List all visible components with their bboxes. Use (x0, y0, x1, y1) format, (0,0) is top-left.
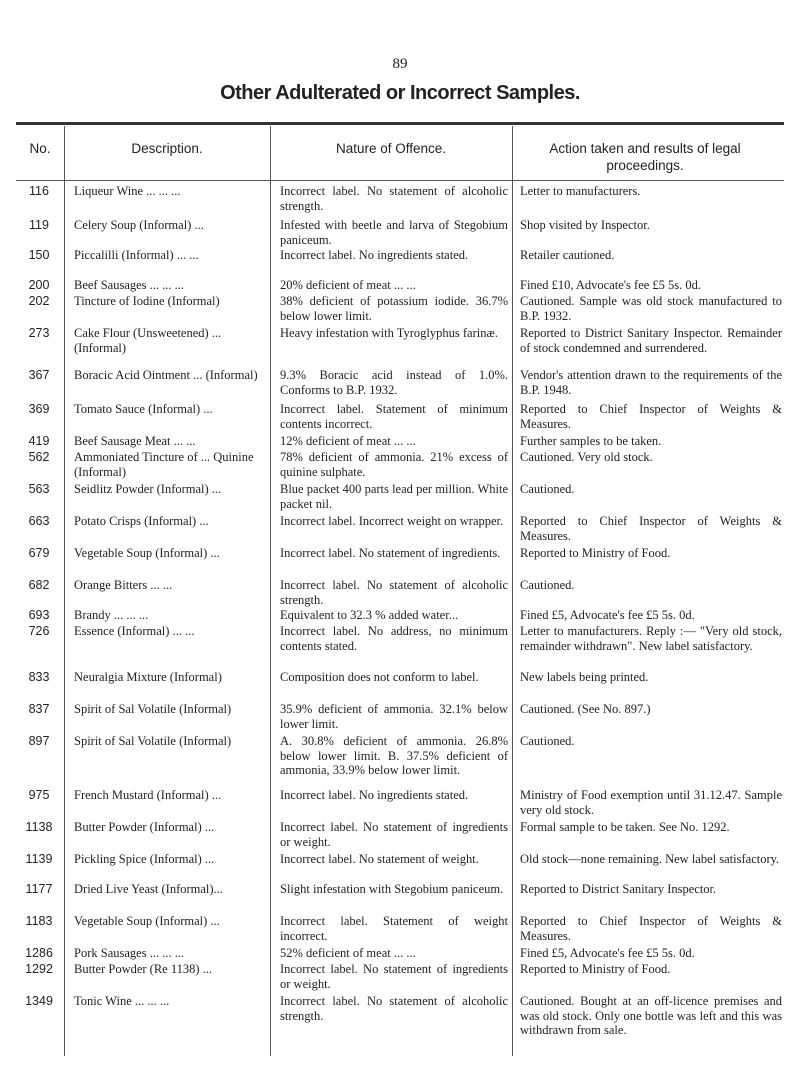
header-description: Description. (131, 141, 203, 156)
page-title: Other Adulterated or Incorrect Samples. (220, 82, 580, 104)
row-action: Fined £5, Advocate's fee £5 5s. 0d. (520, 608, 695, 622)
row-action: Reported to District Sanitary Inspector. (520, 882, 717, 896)
header-no: No. (29, 141, 51, 156)
row-number: 693 (28, 608, 50, 622)
column-divider-1 (64, 126, 65, 1056)
row-number: 975 (28, 788, 50, 802)
row-offence: Incorrect label. No statement of ingredients or weight. (280, 820, 508, 849)
row-action: Letter to manufacturers. (520, 184, 641, 198)
row-description: Butter Powder (Re 1138) ... (74, 962, 213, 976)
row-offence: Incorrect label. No statement of weight. (280, 852, 479, 866)
row-action: Cautioned. Bought at an off-licence premises and was old stock. Only one bottle was left and this was withdrawn from sale. (520, 994, 782, 1038)
row-description: French Mustard (Informal) ... (74, 788, 222, 802)
row-description: Neuralgia Mixture (Informal) (74, 670, 222, 684)
row-number: 1177 (25, 882, 53, 896)
row-number: 1183 (25, 914, 53, 928)
row-offence: 12% deficient of meat ... ... (280, 434, 416, 448)
row-action: Cautioned. Sample was old stock manufactured to B.P. 1932. (520, 294, 782, 323)
row-description: Pickling Spice (Informal) ... (74, 852, 215, 866)
row-action: Vendor's attention drawn to the requirements of the B.P. 1948. (520, 368, 782, 397)
row-offence: Incorrect label. No statement of alcoholic strength. (280, 994, 508, 1023)
row-description: Tincture of Iodine (Informal) (74, 294, 220, 308)
row-offence: 35.9% deficient of ammonia. 32.1% below lower limit. (280, 702, 508, 731)
row-action: Reported to Chief Inspector of Weights & Measures. (520, 514, 782, 543)
page-number: 89 (392, 56, 408, 72)
row-description: Ammoniated Tincture of ... Quinine (Informal) (74, 450, 254, 479)
row-number: 200 (28, 278, 50, 292)
row-number: 679 (28, 546, 50, 560)
row-action: Cautioned. (520, 482, 575, 496)
row-offence: Incorrect label. Statement of minimum contents incorrect. (280, 402, 508, 431)
row-number: 563 (28, 482, 50, 496)
row-offence: Blue packet 400 parts lead per million. White packet nil. (280, 482, 508, 511)
row-offence: 9.3% Boracic acid instead of 1.0%. Conforms to B.P. 1932. (280, 368, 508, 397)
header-rule (16, 180, 784, 181)
header-action: Action taken and results of legal proceedings. (549, 141, 741, 173)
row-offence: Incorrect label. No ingredients stated. (280, 788, 469, 802)
row-number: 419 (28, 434, 50, 448)
row-description: Vegetable Soup (Informal) ... (74, 546, 220, 560)
row-action: Cautioned. (See No. 897.) (520, 702, 651, 716)
row-offence: 52% deficient of meat ... ... (280, 946, 416, 960)
row-number: 150 (28, 248, 50, 262)
row-description: Essence (Informal) ... ... (74, 624, 195, 638)
row-action: New labels being printed. (520, 670, 649, 684)
row-description: Spirit of Sal Volatile (Informal) (74, 734, 232, 748)
row-offence: Equivalent to 32.3 % added water... (280, 608, 459, 622)
row-number: 897 (28, 734, 50, 748)
row-action: Fined £10, Advocate's fee £5 5s. 0d. (520, 278, 702, 292)
row-action: Reported to Ministry of Food. (520, 962, 671, 976)
row-number: 682 (28, 578, 50, 592)
row-number: 833 (28, 670, 50, 684)
row-action: Cautioned. (520, 734, 575, 748)
row-description: Orange Bitters ... ... (74, 578, 173, 592)
row-action: Reported to Ministry of Food. (520, 546, 671, 560)
row-offence: Incorrect label. No statement of alcoholic strength. (280, 184, 508, 213)
row-action: Further samples to be taken. (520, 434, 662, 448)
row-description: Pork Sausages ... ... ... (74, 946, 185, 960)
row-number: 119 (29, 218, 49, 232)
row-offence: Incorrect label. No address, no minimum contents stated. (280, 624, 508, 653)
column-divider-2 (270, 126, 271, 1056)
row-offence: 38% deficient of potassium iodide. 36.7% below lower limit. (280, 294, 508, 323)
row-action: Cautioned. Very old stock. (520, 450, 653, 464)
top-rule (16, 122, 784, 125)
row-description: Tonic Wine ... ... ... (74, 994, 170, 1008)
row-description: Potato Crisps (Informal) ... (74, 514, 209, 528)
row-offence: Incorrect label. No ingredients stated. (280, 248, 469, 262)
row-action: Old stock—none remaining. New label satisfactory. (520, 852, 780, 866)
row-description: Brandy ... ... ... (74, 608, 149, 622)
row-number: 369 (28, 402, 50, 416)
row-description: Vegetable Soup (Informal) ... (74, 914, 220, 928)
row-description: Piccalilli (Informal) ... ... (74, 248, 199, 262)
row-number: 1292 (25, 962, 53, 976)
header-offence: Nature of Offence. (335, 141, 447, 156)
row-action: Cautioned. (520, 578, 575, 592)
row-number: 837 (28, 702, 50, 716)
row-description: Celery Soup (Informal) ... (74, 218, 204, 232)
row-number: 1138 (25, 820, 53, 834)
row-action: Reported to Chief Inspector of Weights & Measures. (520, 402, 782, 431)
row-number: 1349 (25, 994, 53, 1008)
row-offence: Infested with beetle and larva of Stegobium paniceum. (280, 218, 508, 247)
row-number: 1286 (25, 946, 53, 960)
row-action: Reported to Chief Inspector of Weights & Measures. (520, 914, 782, 943)
row-number: 726 (28, 624, 50, 638)
row-description: Tomato Sauce (Informal) ... (74, 402, 213, 416)
row-description: Seidlitz Powder (Informal) ... (74, 482, 222, 496)
row-offence: Slight infestation with Stegobium paniceum. (280, 882, 504, 896)
row-number: 202 (28, 294, 50, 308)
row-action: Formal sample to be taken. See No. 1292. (520, 820, 730, 834)
row-description: Dried Live Yeast (Informal)... (74, 882, 223, 896)
row-description: Spirit of Sal Volatile (Informal) (74, 702, 232, 716)
row-description: Boracic Acid Ointment ... (Informal) (74, 368, 258, 382)
row-description: Beef Sausage Meat ... ... (74, 434, 196, 448)
row-offence: Incorrect label. Incorrect weight on wrapper. (280, 514, 504, 528)
row-offence: Incorrect label. No statement of alcoholic strength. (280, 578, 508, 607)
row-number: 1139 (25, 852, 53, 866)
row-offence: Incorrect label. Statement of weight incorrect. (280, 914, 508, 943)
row-action: Retailer cautioned. (520, 248, 615, 262)
row-number: 663 (28, 514, 50, 528)
row-action: Ministry of Food exemption until 31.12.47. Sample very old stock. (520, 788, 782, 817)
row-action: Reported to District Sanitary Inspector. Remainder of stock condemned and surrendered. (520, 326, 782, 355)
row-description: Cake Flour (Unsweetened) ... (Informal) (74, 326, 222, 355)
row-number: 273 (28, 326, 50, 340)
row-description: Beef Sausages ... ... ... (74, 278, 185, 292)
row-action: Shop visited by Inspector. (520, 218, 650, 232)
row-offence: A. 30.8% deficient of ammonia. 26.8% below lower limit. B. 37.5% deficient of ammonia, 33.9% below lower limit. (280, 734, 508, 778)
row-offence: Heavy infestation with Tyroglyphus farinæ. (280, 326, 498, 340)
row-action: Fined £5, Advocate's fee £5 5s. 0d. (520, 946, 695, 960)
row-number: 562 (28, 450, 50, 464)
row-action: Letter to manufacturers. Reply :— "Very old stock, remainder withdrawn". New label satisfactory. (520, 624, 782, 653)
row-description: Butter Powder (Informal) ... (74, 820, 215, 834)
row-offence: 20% deficient of meat ... ... (280, 278, 416, 292)
row-description: Liqueur Wine ... ... ... (74, 184, 181, 198)
row-offence: 78% deficient of ammonia. 21% excess of quinine sulphate. (280, 450, 508, 479)
row-number: 116 (29, 184, 49, 198)
column-divider-3 (512, 126, 513, 1056)
row-number: 367 (28, 368, 50, 382)
row-offence: Composition does not conform to label. (280, 670, 479, 684)
row-offence: Incorrect label. No statement of ingredients. (280, 546, 501, 560)
row-offence: Incorrect label. No statement of ingredients or weight. (280, 962, 508, 991)
